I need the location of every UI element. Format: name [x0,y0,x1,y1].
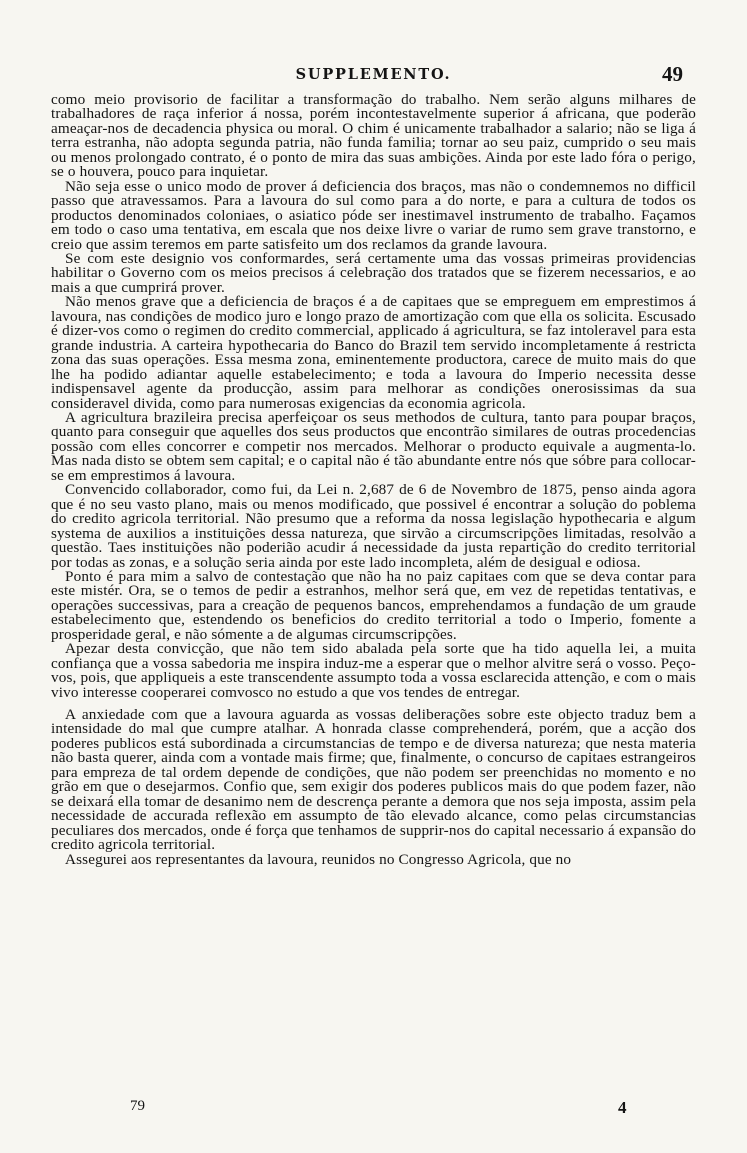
paragraph: A anxiedade com que a lavoura aguarda as vossas deliberações sobre este objecto traduz bem a intensidade do mal que cumpre atalhar. A honrada classe comprehenderá, porém, que a acção dos poderes publicos está subordinada a circumstancias de tempo e de diversa natureza; que nesta materia não basta querer, ainda com a vontade mais firme; que, finalmente, o concurso de capitaes estrangeiros para empreza de tal ordem depende de condições, que não podem ser preenchidas no momento e no grão em que o desejarmos. Confio que, sem exigir dos poderes publicos mais do que podem fazer, não se deixará ella tomar de desanimo nem de descrença perante a demora que nos seja imposta, assim pela necessidade de accurada reflexão em assumpto de tão elevado alcance, como pelas circumstancias peculiares dos mercados, onde é força que tenhamos de supprir-nos do capital necessario á expansão do credito agricola territorial. [51,706,696,854]
signature-mark: 79 [130,1098,145,1114]
paragraph: Não menos grave que a deficiencia de braços é a de capitaes que se empreguem em emprestimos á lavoura, nas condições de modico juro e longo prazo de amortização com que ella os solicita. Escusado é dizer-vos como o regimen do credito commercial, applicado á agricultura, se faz intoleravel para esta grande industria. A carteira hypothecaria do Banco do Brazil tem servido incompletamente á restricta zona das suas operações. Essa mesma zona, eminentemente productora, carece de muito mais do que lhe ha podido adiantar aquelle estabelecimento; e toda a lavoura do Imperio necessita desse indispensavel agente da producção, assim para melhorar as condições onerosissimas da sua consideravel divida, como para numerosas exigencias da economia agricola. [51,293,696,412]
paragraph: Ponto é para mim a salvo de contestação que não ha no paiz capitaes com que se deva contar para este mistér. Ora, se o temos de pedir a estranhos, melhor será que, em vez de repetidas tentativas, e operações successivas, para a creação de pequenos bancos, emprehendamos a fundação de um graude estabelecimento que, estendendo os beneficios do credito territorial a todo o Imperio, fomente a prosperidade geral, e não sómente a de algumas circumscripções. [51,567,696,643]
sheet-mark: 4 [618,1098,627,1117]
paragraph: como meio provisorio de facilitar a transformação do trabalho. Nem serão alguns milhares de trabalhadores de raça inferior á nossa, porém incontestavelmente superior á africana, que poderão ameaçar-nos de decadencia physica ou moral. O chim é unicamente trabalhador a salario; não se liga á terra estranha, não adopta segunda patria, não funda familia; tornar ao seu paiz, cumprido o seu mais ou menos prolongado contrato, é o ponto de mira das suas ambições. Ainda por este lado fóra o perigo, se o houvera, pouco para inquietar. [51,91,696,181]
paragraph: Se com este designio vos conformardes, será certamente uma das vossas primeiras providencias habilitar o Governo com os meios precisos á celebração dos tratados que se fizerem necessarios, e ao mais a que cumprirá prover. [51,249,696,296]
paragraph: Não seja esse o unico modo de prover á deficiencia dos braços, mas não o condemnemos no difficil passo que atravessamos. Para a lavoura do sul como para a do norte, e para a cultura de todos os productos denominados coloniaes, o asiatico póde ser inestimavel instrumento de trabalho. Façamos em todo o caso uma tentativa, em escala que nos deixe livre o variar de rumo sem grave transtorno, e creio que assim teremos em parte satisfeito um dos reclamos da grande lavoura. [51,177,696,253]
paragraph: Apezar desta convicção, que não tem sido abalada pela sorte que ha tido aquella lei, a muita confiança que a vossa sabedoria me inspira induz-me a esperar que o melhor alvitre será o vosso. Peço-vos, pois, que appliqueis a este transcendente assumpto toda a vossa esclarecida attenção, e com o mais vivo interesse cooperarei comvosco no estudo a que vos tendes de entregar. [51,640,696,701]
running-header-title: SUPPLEMENTO. [295,66,452,83]
paragraph: Convencido collaborador, como fui, da Lei n. 2,687 de 6 de Novembro de 1875, penso ainda agora que é no seu vasto plano, mais ou menos modificado, que possivel é encontrar a solução do poblema do credito agricola territorial. Não presumo que a reforma da nossa legislação hypothecaria e algum systema de auxilios a instituições dessa natureza, que sirvão a circumscripções limitadas, resolvão a questão. Taes instituições não poderião acudir á necessidade da justa repartição do credito territorial por todas as zonas, e a solução seria ainda por este lado incompleta, além de desigual e odiosa. [51,481,696,571]
page-number: 49 [662,62,683,86]
body-text [51,93,696,867]
paragraph: Assegurei aos representantes da lavoura, reunidos no Congresso Agricola, que no [65,850,572,868]
paragraph: A agricultura brazileira precisa aperfeiçoar os seus methodos de cultura, tanto para poupar braços, quanto para conseguir que aquelles dos seus productos que encontrão similares de outras procedencias possão com elles concorrer e competir nos mercados. Melhorar o producto equivale a augmenta-lo. Mas nada disto se obtem sem capital; e o capital não é tão abundante entre nós que sóbre para collocar-se em emprestimos á lavoura. [51,408,696,484]
